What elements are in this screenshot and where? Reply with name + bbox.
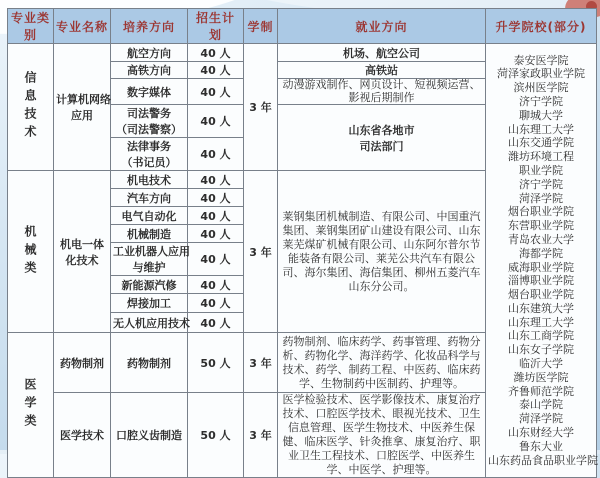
category-label: 信息技术 bbox=[23, 71, 37, 143]
college-line: 烟台职业学院 bbox=[508, 288, 574, 302]
major-cell-computer-network bbox=[54, 44, 111, 171]
college-line: 滨州医学院 bbox=[513, 81, 569, 95]
direction-cell bbox=[111, 313, 188, 333]
college-line: 山东理工大学 bbox=[508, 122, 574, 136]
college-line: 济宁学院 bbox=[519, 177, 563, 191]
direction-cell bbox=[111, 294, 188, 313]
plan-cell: 40 人 bbox=[188, 225, 244, 243]
col-header-duration: 学制 bbox=[244, 9, 278, 44]
college-line: 菏泽学院 bbox=[519, 191, 563, 205]
college-line: 山东财经大学 bbox=[508, 426, 574, 440]
direction-label: 药物制剂 bbox=[127, 356, 171, 370]
college-line: 山东工商学院 bbox=[508, 329, 574, 343]
plan-cell: 50 人 bbox=[188, 393, 244, 478]
college-line: 潍坊环境工程 bbox=[508, 150, 574, 164]
direction-label-line1: 工业机器人应用 bbox=[113, 245, 190, 258]
college-line: 海都学院 bbox=[519, 246, 563, 260]
college-line: 齐鲁师范学院 bbox=[508, 384, 574, 398]
college-line: 山东药品食品职业学院 bbox=[488, 453, 598, 467]
college-line: 山东建筑大学 bbox=[508, 301, 574, 315]
duration-cell: 3 年 bbox=[244, 393, 278, 478]
colleges-cell bbox=[486, 44, 597, 478]
category-cell-info-tech bbox=[8, 44, 54, 171]
employment-cell: 动漫游戏制作、网页设计、短视频运营、影视后期制作 bbox=[278, 79, 486, 105]
direction-label: 汽车方向 bbox=[127, 191, 171, 205]
direction-cell bbox=[111, 189, 188, 207]
employment-cell bbox=[278, 62, 486, 79]
employment-label-line1: 山东省各地市 bbox=[348, 123, 415, 137]
college-line: 临沂大学 bbox=[519, 357, 563, 371]
direction-label-line2: （司法警察） bbox=[116, 123, 182, 136]
college-line: 泰山学院 bbox=[519, 398, 563, 412]
category-cell-machinery bbox=[8, 171, 54, 333]
major-label-line1: 计算机网络 bbox=[56, 93, 111, 106]
plan-cell: 40 人 bbox=[188, 243, 244, 276]
col-header-plan: 招生计划 bbox=[188, 9, 244, 44]
major-cell-pharmacy bbox=[54, 333, 111, 393]
admissions-table bbox=[7, 8, 597, 478]
college-line: 东营职业学院 bbox=[508, 219, 574, 233]
plan-cell: 40 人 bbox=[188, 313, 244, 333]
direction-cell bbox=[111, 62, 188, 79]
employment-label: 高铁站 bbox=[365, 64, 398, 77]
direction-cell bbox=[111, 207, 188, 225]
direction-label: 焊接加工 bbox=[127, 297, 171, 310]
direction-cell bbox=[111, 171, 188, 189]
direction-label: 高铁方向 bbox=[127, 64, 171, 77]
category-cell-medical bbox=[8, 333, 54, 478]
college-line: 山东理工大学 bbox=[508, 315, 574, 329]
college-line: 菏泽家政职业学院 bbox=[497, 67, 585, 81]
college-line: 菏泽学院 bbox=[519, 412, 563, 426]
col-header-employment: 就业方向 bbox=[278, 9, 486, 44]
employment-cell bbox=[278, 44, 486, 62]
direction-label: 电气自动化 bbox=[121, 209, 177, 223]
col-header-direction: 培养方向 bbox=[111, 9, 188, 44]
college-line: 潍坊医学院 bbox=[513, 370, 569, 384]
direction-label-line2: （书记员） bbox=[121, 156, 177, 169]
direction-label: 无人机应用技术 bbox=[113, 316, 190, 330]
direction-cell bbox=[111, 79, 188, 105]
employment-cell: 莱钢集团机械制造、有限公司、中国重汽集团、莱钢集团矿山建设有限公司、山东莱芜煤矿机械有限公司、山东阿尔普尔节能装备有限公司、莱芜公共汽车有限公司、海尔集团、海信集团、柳州五菱汽车山东分公司。 bbox=[278, 171, 486, 333]
duration-cell: 3 年 bbox=[244, 171, 278, 333]
direction-label: 机械制造 bbox=[127, 227, 171, 241]
direction-cell bbox=[111, 44, 188, 62]
plan-cell: 40 人 bbox=[188, 189, 244, 207]
college-line: 济宁学院 bbox=[519, 94, 563, 108]
direction-cell bbox=[111, 276, 188, 294]
direction-label-line1: 司法警务 bbox=[127, 107, 171, 120]
table-row bbox=[8, 44, 597, 62]
category-label: 机械类 bbox=[23, 224, 37, 279]
employment-cell: 药物制剂、临床药学、药事管理、药物分析、药物化学、海洋药学、化妆品科学与技术、药学、制药工程、中医药、临床药学、生物制药中医制药、护理等。 bbox=[278, 333, 486, 393]
plan-cell: 40 人 bbox=[188, 62, 244, 79]
category-label: 医学类 bbox=[23, 378, 37, 432]
employment-cell bbox=[278, 105, 486, 171]
col-header-category: 专业类别 bbox=[8, 9, 54, 44]
major-label-line2: 应用 bbox=[71, 109, 93, 122]
major-label: 药物制剂 bbox=[60, 356, 104, 370]
direction-label-line1: 法律事务 bbox=[127, 140, 171, 153]
direction-label: 新能源汽修 bbox=[121, 278, 177, 292]
college-line: 淄博职业学院 bbox=[508, 274, 574, 288]
major-cell-mechatronics bbox=[54, 171, 111, 333]
direction-cell bbox=[111, 393, 188, 478]
direction-label: 口腔义齿制造 bbox=[116, 429, 182, 442]
plan-cell: 40 人 bbox=[188, 44, 244, 62]
plan-cell: 40 人 bbox=[188, 138, 244, 171]
plan-cell: 40 人 bbox=[188, 79, 244, 105]
plan-cell: 50 人 bbox=[188, 333, 244, 393]
college-line: 泰安医学院 bbox=[513, 53, 569, 67]
direction-cell bbox=[111, 333, 188, 393]
direction-cell bbox=[111, 225, 188, 243]
plan-cell: 40 人 bbox=[188, 276, 244, 294]
duration-cell: 3 年 bbox=[244, 333, 278, 393]
plan-cell: 40 人 bbox=[188, 105, 244, 138]
major-cell-medical-tech bbox=[54, 393, 111, 478]
college-line: 青岛农业大学 bbox=[508, 232, 574, 246]
header-row bbox=[8, 9, 597, 44]
college-line: 山东交通学院 bbox=[508, 136, 574, 150]
direction-cell bbox=[111, 138, 188, 171]
college-line: 威海职业学院 bbox=[508, 260, 574, 274]
employment-label-line2: 司法部门 bbox=[359, 139, 404, 153]
duration-cell: 3 年 bbox=[244, 44, 278, 171]
plan-cell: 40 人 bbox=[188, 294, 244, 313]
plan-cell: 40 人 bbox=[188, 207, 244, 225]
direction-cell bbox=[111, 243, 188, 276]
college-line: 山东女子学院 bbox=[508, 343, 574, 357]
direction-label: 航空方向 bbox=[127, 46, 171, 60]
college-line: 鲁东大业 bbox=[519, 439, 563, 453]
direction-cell bbox=[111, 105, 188, 138]
major-label: 医学技术 bbox=[60, 429, 104, 442]
major-label-line2: 化技术 bbox=[65, 253, 99, 267]
plan-cell: 40 人 bbox=[188, 171, 244, 189]
employment-label: 机场、航空公司 bbox=[343, 46, 420, 60]
direction-label: 数字媒体 bbox=[127, 85, 171, 99]
col-header-major: 专业名称 bbox=[54, 9, 111, 44]
college-line: 聊城大学 bbox=[519, 108, 563, 122]
college-line: 职业学院 bbox=[519, 163, 563, 177]
direction-label-line2: 与维护 bbox=[132, 261, 166, 274]
col-header-colleges: 升学院校(部分) bbox=[486, 9, 597, 44]
college-line: 烟台职业学院 bbox=[508, 205, 574, 219]
direction-label: 机电技术 bbox=[127, 173, 171, 187]
employment-cell: 医学检验技术、医学影像技术、康复治疗技术、口腔医学技术、眼视光技术、卫生信息管理、医学生物技术、中医养生保健、临床医学、针灸推拿、康复治疗、职业卫生工程技术、口腔医学、中医养生学、中医学、护理等。 bbox=[278, 393, 486, 478]
major-label-line1: 机电一体 bbox=[60, 237, 104, 251]
